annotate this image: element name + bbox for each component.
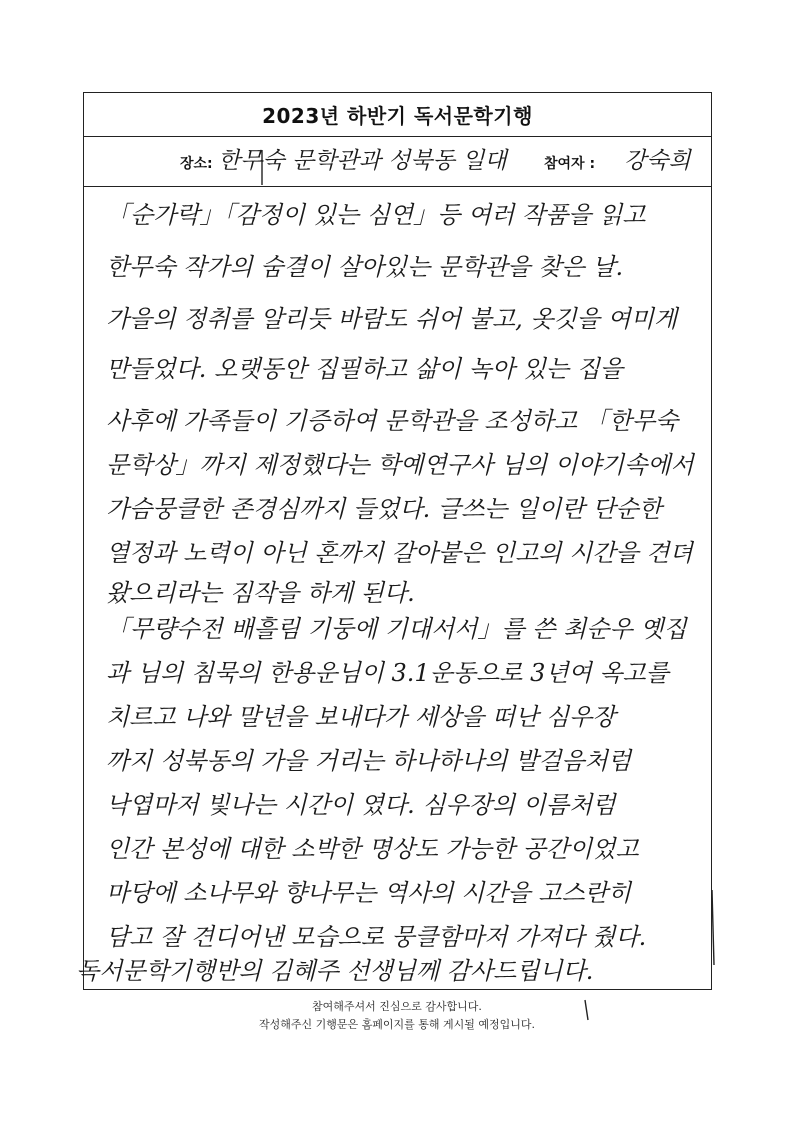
form-title: 2023년 하반기 독서문학기행: [262, 104, 533, 128]
body-line: 사후에 가족들이 기증하여 문학관을 조성하고 「한무숙: [106, 407, 679, 435]
body-line: 담고 잘 견디어낸 모습으로 뭉클함마저 가져다 줬다.: [106, 923, 647, 951]
body-line: 가을의 정취를 알리듯 바람도 쉬어 불고, 옷깃을 여미게: [106, 305, 678, 333]
body-line: 열정과 노력이 아닌 혼까지 갈아붙은 인고의 시간을 견뎌: [106, 539, 693, 567]
body-line: 만들었다. 오랫동안 집필하고 삶이 녹아 있는 집을: [106, 355, 624, 383]
travelogue-form: [76, 92, 712, 990]
title-row: [84, 93, 711, 137]
footer-notice: 작성해주신 기행문은 홈페이지를 통해 게시될 예정입니다.: [258, 1018, 535, 1031]
body-line: 치르고 나와 말년을 보내다가 세상을 떠난 심우장: [106, 703, 616, 731]
footer-thanks: 참여해주셔서 진심으로 감사합니다.: [312, 1000, 482, 1013]
body-line: 까지 성북동의 가을 거리는 하나하나의 발걸음처럼: [106, 747, 632, 775]
body-line: 「순가락」「감정이 있는 심연」등 여러 작품을 읽고: [106, 201, 646, 229]
body-line: 낙엽마저 빛나는 시간이 였다. 심우장의 이름처럼: [106, 791, 616, 819]
body-line: 인간 본성에 대한 소박한 명상도 가능한 공간이었고: [106, 835, 639, 863]
body-line: 문학상」까지 제정했다는 학예연구사 님의 이야기속에서: [106, 451, 694, 479]
place-label: 장소:: [180, 156, 213, 172]
body-line: 독서문학기행반의 김혜주 선생님께 감사드립니다.: [76, 957, 594, 985]
body-line: 한무숙 작가의 숨결이 살아있는 문학관을 찾은 날.: [106, 253, 624, 281]
place-value: 한무숙 문학관과 성북동 일대: [218, 148, 507, 174]
participant-value: 강숙희: [624, 148, 691, 174]
body-line: 왔으리라는 짐작을 하게 된다.: [106, 579, 415, 607]
info-row: [84, 136, 711, 187]
body-line: 과 님의 침묵의 한용운님이 3.1운동으로 3년여 옥고를: [106, 659, 669, 687]
pen-stroke: [712, 890, 714, 965]
body-line: 마당에 소나무와 향나무는 역사의 시간을 고스란히: [106, 879, 632, 907]
body-line: 가슴뭉클한 존경심까지 들었다. 글쓰는 일이란 단순한: [106, 495, 662, 523]
body-line: 「무량수전 배흘림 기둥에 기대서서」를 쓴 최순우 옛집: [106, 615, 687, 643]
participant-label: 참여자 :: [544, 156, 596, 172]
